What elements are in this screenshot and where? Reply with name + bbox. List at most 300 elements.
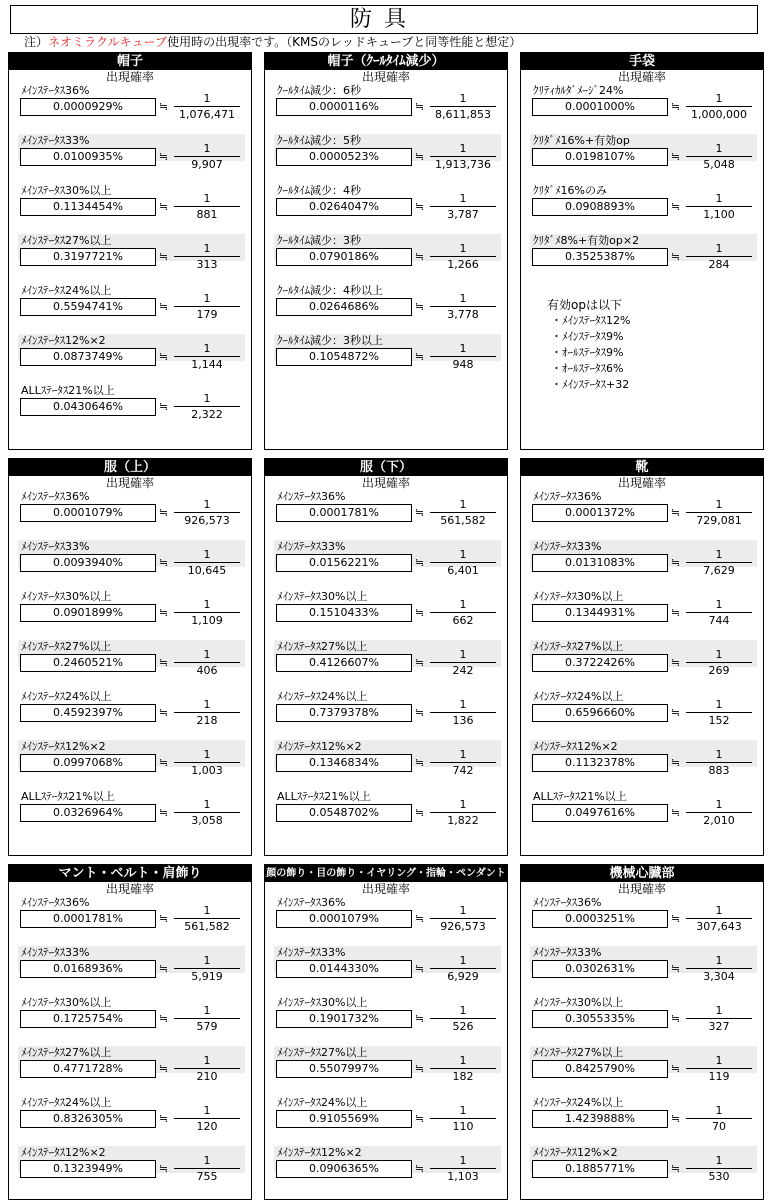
probability-header: 出現確率 [105, 882, 154, 896]
fraction-numerator: 1 [459, 954, 467, 967]
panel-title: 帽子（ｸｰﾙﾀｲﾑ減少） [265, 53, 507, 70]
percentage-cell: 0.3525387% [532, 248, 668, 266]
fraction-numerator: 1 [203, 798, 211, 811]
fraction-bar [174, 356, 240, 357]
fraction-numerator: 1 [203, 1054, 211, 1067]
fraction-denominator: 110 [452, 1120, 474, 1133]
row-label: ｸｰﾙﾀｲﾑ減少：4秒 [277, 184, 361, 197]
percentage-cell: 0.0497616% [532, 804, 668, 822]
fraction-numerator: 1 [203, 954, 211, 967]
row-label: ｸﾘﾃｨｶﾙﾀﾞﾒｰｼﾞ24% [533, 84, 624, 97]
approx-sign: ≒ [671, 1062, 681, 1075]
fraction-numerator: 1 [459, 192, 467, 205]
panel-6 [8, 864, 252, 1200]
probability-row [521, 790, 763, 840]
fraction-bar [174, 562, 240, 563]
fraction-denominator: 406 [196, 664, 218, 677]
fraction-numerator: 1 [203, 498, 211, 511]
probability-row [265, 234, 507, 284]
fraction-denominator: 3,058 [191, 814, 223, 827]
probability-row [9, 996, 251, 1046]
approx-sign: ≒ [159, 350, 169, 363]
fraction-numerator: 1 [459, 142, 467, 155]
fraction-numerator: 1 [715, 904, 723, 917]
approx-sign: ≒ [415, 1162, 425, 1175]
approx-sign: ≒ [415, 150, 425, 163]
row-label: ﾒｲﾝｽﾃｰﾀｽ12%×2 [533, 740, 618, 753]
percentage-cell: 0.0264047% [276, 198, 412, 216]
probability-header: 出現確率 [361, 882, 410, 896]
fraction-numerator: 1 [203, 342, 211, 355]
fraction-bar [174, 612, 240, 613]
approx-sign: ≒ [415, 350, 425, 363]
approx-sign: ≒ [415, 200, 425, 213]
fraction-numerator: 1 [459, 342, 467, 355]
fraction-denominator: 3,304 [703, 970, 735, 983]
notes-item: ・ﾒｲﾝｽﾃｰﾀｽ12% [551, 314, 631, 327]
approx-sign: ≒ [415, 806, 425, 819]
row-label: ﾒｲﾝｽﾃｰﾀｽ30%以上 [21, 996, 112, 1009]
fraction-numerator: 1 [203, 648, 211, 661]
row-label: ﾒｲﾝｽﾃｰﾀｽ30%以上 [21, 590, 112, 603]
probability-row [265, 640, 507, 690]
probability-row [521, 1046, 763, 1096]
row-label: ﾒｲﾝｽﾃｰﾀｽ12%×2 [21, 1146, 106, 1159]
row-label: ﾒｲﾝｽﾃｰﾀｽ33% [21, 540, 90, 553]
fraction-bar [686, 156, 752, 157]
approx-sign: ≒ [671, 962, 681, 975]
approx-sign: ≒ [671, 556, 681, 569]
fraction-numerator: 1 [459, 292, 467, 305]
fraction-numerator: 1 [203, 698, 211, 711]
fraction-denominator: 561,582 [184, 920, 230, 933]
approx-sign: ≒ [415, 1012, 425, 1025]
approx-sign: ≒ [159, 506, 169, 519]
fraction-numerator: 1 [715, 798, 723, 811]
percentage-cell: 0.0790186% [276, 248, 412, 266]
approx-sign: ≒ [159, 1112, 169, 1125]
approx-sign: ≒ [671, 656, 681, 669]
panel-title: 服（上） [9, 459, 251, 476]
probability-row [9, 1146, 251, 1196]
percentage-cell: 0.6596660% [532, 704, 668, 722]
fraction-bar [174, 156, 240, 157]
fraction-numerator: 1 [715, 548, 723, 561]
fraction-bar [686, 256, 752, 257]
fraction-bar [430, 1118, 496, 1119]
probability-row [521, 490, 763, 540]
row-label: ﾒｲﾝｽﾃｰﾀｽ27%以上 [21, 1046, 112, 1059]
fraction-bar [174, 1118, 240, 1119]
usage-note [24, 35, 521, 49]
row-label: ﾒｲﾝｽﾃｰﾀｽ27%以上 [277, 1046, 368, 1059]
fraction-numerator: 1 [203, 92, 211, 105]
approx-sign: ≒ [159, 656, 169, 669]
fraction-numerator: 1 [203, 192, 211, 205]
row-label: ﾒｲﾝｽﾃｰﾀｽ27%以上 [533, 640, 624, 653]
probability-row [521, 234, 763, 284]
probability-header: 出現確率 [617, 70, 666, 84]
approx-sign: ≒ [159, 912, 169, 925]
panel-1 [264, 52, 508, 450]
row-label: ﾒｲﾝｽﾃｰﾀｽ12%×2 [533, 1146, 618, 1159]
row-label: ﾒｲﾝｽﾃｰﾀｽ33% [21, 946, 90, 959]
percentage-cell: 0.0000523% [276, 148, 412, 166]
percentage-cell: 0.4592397% [20, 704, 156, 722]
approx-sign: ≒ [415, 506, 425, 519]
fraction-bar [686, 918, 752, 919]
fraction-bar [686, 106, 752, 107]
probability-header: 出現確率 [617, 882, 666, 896]
fraction-denominator: 729,081 [696, 514, 742, 527]
fraction-numerator: 1 [459, 92, 467, 105]
probability-row [521, 896, 763, 946]
fraction-numerator: 1 [715, 648, 723, 661]
panel-8 [520, 864, 764, 1200]
fraction-bar [686, 206, 752, 207]
fraction-numerator: 1 [715, 142, 723, 155]
percentage-cell: 0.0093940% [20, 554, 156, 572]
approx-sign: ≒ [671, 506, 681, 519]
row-label: ﾒｲﾝｽﾃｰﾀｽ33% [533, 946, 602, 959]
fraction-bar [174, 1018, 240, 1019]
percentage-cell: 0.1054872% [276, 348, 412, 366]
fraction-bar [174, 306, 240, 307]
fraction-numerator: 1 [459, 698, 467, 711]
approx-sign: ≒ [671, 1012, 681, 1025]
row-label: ﾒｲﾝｽﾃｰﾀｽ30%以上 [533, 590, 624, 603]
fraction-numerator: 1 [459, 242, 467, 255]
approx-sign: ≒ [159, 1012, 169, 1025]
probability-row [265, 540, 507, 590]
fraction-denominator: 883 [708, 764, 730, 777]
approx-sign: ≒ [159, 806, 169, 819]
fraction-denominator: 269 [708, 664, 730, 677]
fraction-numerator: 1 [203, 904, 211, 917]
percentage-cell: 0.1885771% [532, 1160, 668, 1178]
fraction-numerator: 1 [459, 748, 467, 761]
fraction-bar [174, 256, 240, 257]
row-label: ﾒｲﾝｽﾃｰﾀｽ24%以上 [533, 1096, 624, 1109]
approx-sign: ≒ [671, 100, 681, 113]
row-label: ﾒｲﾝｽﾃｰﾀｽ12%×2 [21, 740, 106, 753]
percentage-cell: 0.1323949% [20, 1160, 156, 1178]
fraction-denominator: 307,643 [696, 920, 742, 933]
fraction-denominator: 561,582 [440, 514, 486, 527]
probability-header: 出現確率 [617, 476, 666, 490]
row-label: ﾒｲﾝｽﾃｰﾀｽ27%以上 [21, 234, 112, 247]
fraction-denominator: 242 [452, 664, 474, 677]
fraction-numerator: 1 [203, 142, 211, 155]
percentage-cell: 0.1901732% [276, 1010, 412, 1028]
fraction-denominator: 2,322 [191, 408, 223, 421]
probability-row [521, 640, 763, 690]
fraction-numerator: 1 [203, 1004, 211, 1017]
fraction-denominator: 5,919 [191, 970, 223, 983]
row-label: ﾒｲﾝｽﾃｰﾀｽ27%以上 [533, 1046, 624, 1059]
percentage-cell: 0.1134454% [20, 198, 156, 216]
probability-row [9, 740, 251, 790]
row-label: ﾒｲﾝｽﾃｰﾀｽ24%以上 [21, 1096, 112, 1109]
probability-row [9, 690, 251, 740]
probability-row [9, 134, 251, 184]
approx-sign: ≒ [159, 556, 169, 569]
percentage-cell: 0.0908893% [532, 198, 668, 216]
fraction-numerator: 1 [203, 548, 211, 561]
fraction-bar [430, 612, 496, 613]
approx-sign: ≒ [671, 200, 681, 213]
probability-row [521, 134, 763, 184]
probability-row [521, 946, 763, 996]
percentage-cell: 0.0000929% [20, 98, 156, 116]
fraction-bar [430, 206, 496, 207]
percentage-cell: 0.0001781% [20, 910, 156, 928]
percentage-cell: 0.3055335% [532, 1010, 668, 1028]
fraction-numerator: 1 [715, 92, 723, 105]
fraction-bar [430, 106, 496, 107]
probability-row [9, 234, 251, 284]
fraction-bar [430, 1168, 496, 1169]
fraction-denominator: 6,929 [447, 970, 479, 983]
fraction-numerator: 1 [459, 548, 467, 561]
approx-sign: ≒ [415, 756, 425, 769]
approx-sign: ≒ [159, 300, 169, 313]
panel-2 [520, 52, 764, 450]
fraction-denominator: 9,907 [191, 158, 223, 171]
percentage-cell: 0.1344931% [532, 604, 668, 622]
fraction-bar [686, 812, 752, 813]
fraction-numerator: 1 [715, 1054, 723, 1067]
percentage-cell: 0.5507997% [276, 1060, 412, 1078]
approx-sign: ≒ [415, 556, 425, 569]
probability-row [9, 1096, 251, 1146]
row-label: ﾒｲﾝｽﾃｰﾀｽ33% [277, 540, 346, 553]
panel-title: 手袋 [521, 53, 763, 70]
approx-sign: ≒ [671, 1112, 681, 1125]
percentage-cell: 0.0997068% [20, 754, 156, 772]
fraction-bar [430, 968, 496, 969]
percentage-cell: 0.0198107% [532, 148, 668, 166]
fraction-denominator: 881 [196, 208, 218, 221]
fraction-bar [174, 662, 240, 663]
fraction-denominator: 662 [452, 614, 474, 627]
probability-row [521, 590, 763, 640]
probability-row [265, 946, 507, 996]
percentage-cell: 0.9105569% [276, 1110, 412, 1128]
fraction-bar [430, 562, 496, 563]
fraction-denominator: 742 [452, 764, 474, 777]
fraction-numerator: 1 [459, 1154, 467, 1167]
fraction-denominator: 926,573 [184, 514, 230, 527]
fraction-bar [174, 968, 240, 969]
probability-row [9, 184, 251, 234]
fraction-numerator: 1 [715, 598, 723, 611]
fraction-denominator: 1,822 [447, 814, 479, 827]
fraction-denominator: 1,076,471 [179, 108, 235, 121]
percentage-cell: 0.0144330% [276, 960, 412, 978]
fraction-denominator: 3,778 [447, 308, 479, 321]
percentage-cell: 0.3722426% [532, 654, 668, 672]
fraction-denominator: 218 [196, 714, 218, 727]
fraction-denominator: 1,103 [447, 1170, 479, 1183]
row-label: ﾒｲﾝｽﾃｰﾀｽ33% [21, 134, 90, 147]
row-label: ﾒｲﾝｽﾃｰﾀｽ24%以上 [533, 690, 624, 703]
row-label: ｸｰﾙﾀｲﾑ減少：3秒 [277, 234, 361, 247]
fraction-bar [174, 206, 240, 207]
probability-header: 出現確率 [361, 70, 410, 84]
approx-sign: ≒ [415, 250, 425, 263]
fraction-numerator: 1 [459, 1104, 467, 1117]
percentage-cell: 0.0131083% [532, 554, 668, 572]
fraction-bar [174, 812, 240, 813]
row-label: ﾒｲﾝｽﾃｰﾀｽ30%以上 [21, 184, 112, 197]
fraction-denominator: 210 [196, 1070, 218, 1083]
row-label: ｸﾘﾀﾞﾒ16%+有効op [533, 134, 630, 147]
fraction-numerator: 1 [203, 392, 211, 405]
fraction-numerator: 1 [459, 798, 467, 811]
fraction-denominator: 179 [196, 308, 218, 321]
percentage-cell: 0.4771728% [20, 1060, 156, 1078]
approx-sign: ≒ [671, 756, 681, 769]
percentage-cell: 0.0548702% [276, 804, 412, 822]
percentage-cell: 0.5594741% [20, 298, 156, 316]
note-text: 使用時の出現率です。（KMSのレッドキューブと同等性能と想定） [167, 35, 522, 49]
percentage-cell: 0.1132378% [532, 754, 668, 772]
fraction-bar [430, 306, 496, 307]
note-prefix: 注） [24, 35, 49, 49]
row-label: ﾒｲﾝｽﾃｰﾀｽ36% [533, 896, 602, 909]
percentage-cell: 0.0302631% [532, 960, 668, 978]
row-label: ﾒｲﾝｽﾃｰﾀｽ36% [21, 84, 90, 97]
approx-sign: ≒ [159, 706, 169, 719]
fraction-bar [430, 1068, 496, 1069]
row-label: ﾒｲﾝｽﾃｰﾀｽ24%以上 [277, 1096, 368, 1109]
probability-header: 出現確率 [105, 476, 154, 490]
page-title: 防具 [10, 5, 758, 34]
fraction-denominator: 7,629 [703, 564, 735, 577]
fraction-denominator: 136 [452, 714, 474, 727]
approx-sign: ≒ [159, 200, 169, 213]
fraction-numerator: 1 [203, 242, 211, 255]
fraction-bar [430, 1018, 496, 1019]
percentage-cell: 0.0168936% [20, 960, 156, 978]
percentage-cell: 1.4239888% [532, 1110, 668, 1128]
percentage-cell: 0.0901899% [20, 604, 156, 622]
fraction-bar [686, 1118, 752, 1119]
row-label: ALLｽﾃｰﾀｽ21%以上 [21, 384, 115, 397]
approx-sign: ≒ [159, 756, 169, 769]
approx-sign: ≒ [671, 912, 681, 925]
probability-row [265, 740, 507, 790]
probability-row [265, 490, 507, 540]
percentage-cell: 0.8326305% [20, 1110, 156, 1128]
fraction-bar [174, 918, 240, 919]
probability-row [9, 490, 251, 540]
fraction-numerator: 1 [715, 748, 723, 761]
approx-sign: ≒ [415, 1112, 425, 1125]
probability-row [265, 590, 507, 640]
row-label: ﾒｲﾝｽﾃｰﾀｽ24%以上 [21, 284, 112, 297]
panel-0 [8, 52, 252, 450]
effective-options-note [547, 297, 630, 393]
fraction-denominator: 3,787 [447, 208, 479, 221]
probability-row [265, 1096, 507, 1146]
approx-sign: ≒ [159, 400, 169, 413]
notes-header: 有効opは以下 [547, 298, 622, 312]
probability-row [9, 590, 251, 640]
probability-row [9, 946, 251, 996]
percentage-cell: 0.0430646% [20, 398, 156, 416]
row-label: ﾒｲﾝｽﾃｰﾀｽ30%以上 [533, 996, 624, 1009]
fraction-bar [174, 762, 240, 763]
probability-row [265, 1046, 507, 1096]
percentage-cell: 0.0001079% [20, 504, 156, 522]
percentage-cell: 0.2460521% [20, 654, 156, 672]
percentage-cell: 0.0100935% [20, 148, 156, 166]
fraction-denominator: 313 [196, 258, 218, 271]
fraction-numerator: 1 [715, 1104, 723, 1117]
notes-item: ・ｵｰﾙｽﾃｰﾀｽ6% [551, 362, 624, 375]
row-label: ﾒｲﾝｽﾃｰﾀｽ12%×2 [277, 740, 362, 753]
approx-sign: ≒ [671, 250, 681, 263]
probability-row [265, 134, 507, 184]
probability-row [9, 284, 251, 334]
row-label: ﾒｲﾝｽﾃｰﾀｽ33% [533, 540, 602, 553]
percentage-cell: 0.0000116% [276, 98, 412, 116]
fraction-denominator: 926,573 [440, 920, 486, 933]
probability-row [265, 334, 507, 384]
fraction-denominator: 284 [708, 258, 730, 271]
approx-sign: ≒ [159, 250, 169, 263]
probability-row [9, 84, 251, 134]
panel-title: 機械心臓部 [521, 865, 763, 882]
probability-row [521, 740, 763, 790]
probability-row [521, 996, 763, 1046]
notes-item: ・ｵｰﾙｽﾃｰﾀｽ9% [551, 346, 624, 359]
panel-title: 顔の飾り・目の飾り・イヤリング・指輪・ペンダント [265, 865, 507, 882]
row-label: ﾒｲﾝｽﾃｰﾀｽ30%以上 [277, 996, 368, 1009]
fraction-denominator: 755 [196, 1170, 218, 1183]
fraction-denominator: 327 [708, 1020, 730, 1033]
row-label: ﾒｲﾝｽﾃｰﾀｽ36% [277, 490, 346, 503]
probability-row [521, 540, 763, 590]
row-label: ALLｽﾃｰﾀｽ21%以上 [533, 790, 627, 803]
fraction-denominator: 152 [708, 714, 730, 727]
row-label: ﾒｲﾝｽﾃｰﾀｽ36% [533, 490, 602, 503]
fraction-bar [686, 512, 752, 513]
probability-row [265, 84, 507, 134]
fraction-denominator: 182 [452, 1070, 474, 1083]
row-label: ﾒｲﾝｽﾃｰﾀｽ12%×2 [277, 1146, 362, 1159]
fraction-bar [174, 406, 240, 407]
fraction-denominator: 1,100 [703, 208, 735, 221]
probability-row [521, 184, 763, 234]
probability-row [265, 790, 507, 840]
percentage-cell: 0.0906365% [276, 1160, 412, 1178]
percentage-cell: 0.0156221% [276, 554, 412, 572]
fraction-bar [174, 712, 240, 713]
fraction-bar [686, 712, 752, 713]
fraction-bar [174, 1068, 240, 1069]
probability-row [9, 790, 251, 840]
probability-row [521, 84, 763, 134]
notes-item: ・ﾒｲﾝｽﾃｰﾀｽ9% [551, 330, 624, 343]
probability-row [521, 690, 763, 740]
fraction-denominator: 1,109 [191, 614, 223, 627]
fraction-numerator: 1 [459, 1054, 467, 1067]
note-cube-name: ネオミラクルキューブ [48, 35, 168, 49]
fraction-denominator: 1,144 [191, 358, 223, 371]
